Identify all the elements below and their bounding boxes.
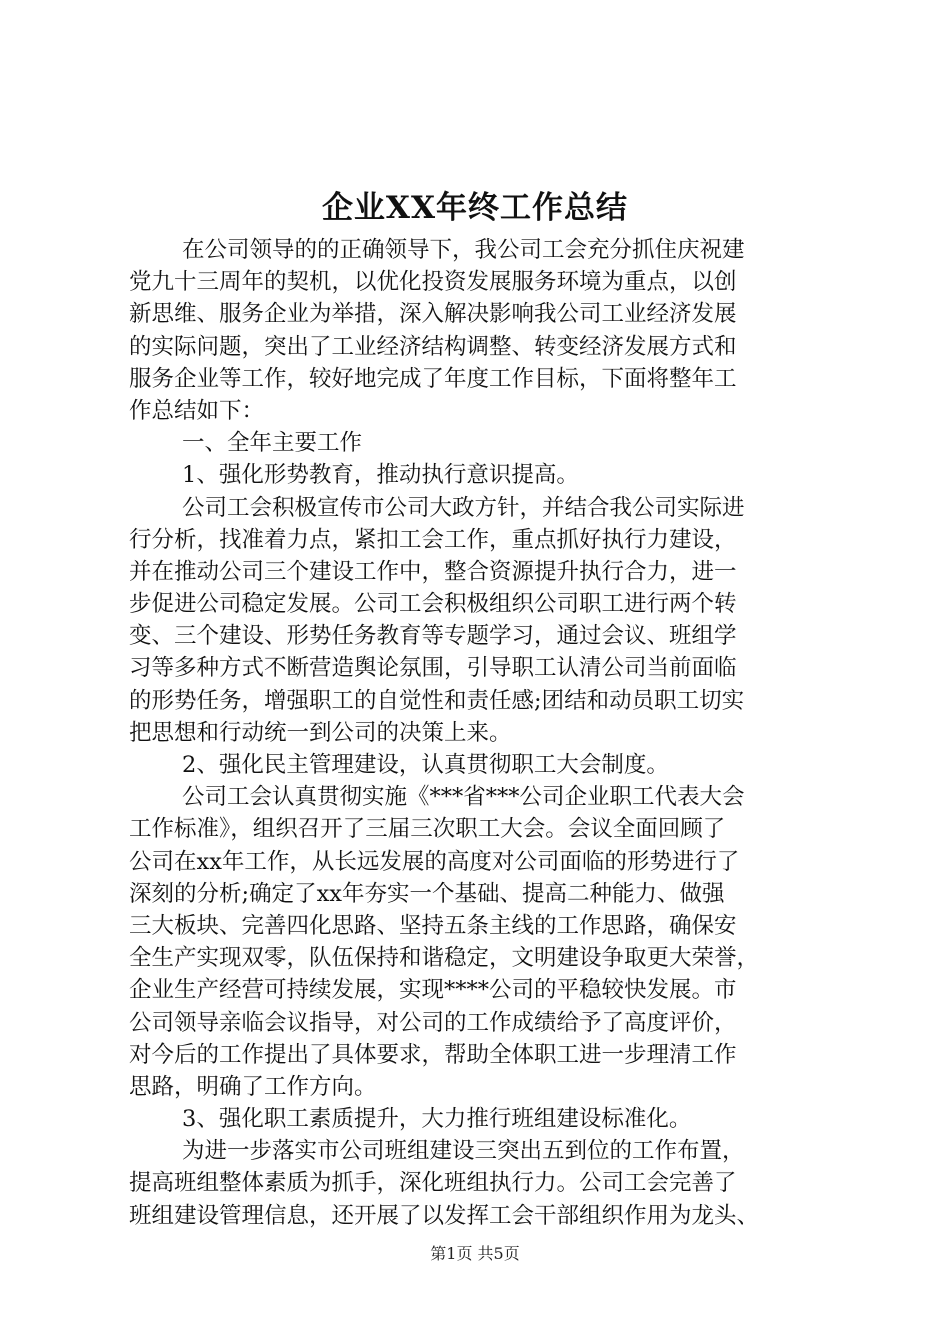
- page-footer: 第1页 共5页: [430, 1244, 520, 1263]
- body-line: 公司领导亲临会议指导，对公司的工作成绩给予了高度评价，: [129, 1009, 737, 1036]
- body-line: 作总结如下：: [129, 397, 265, 424]
- body-line: 一、全年主要工作: [182, 430, 363, 457]
- body-line: 三大板块、完善四化思路、坚持五条主线的工作思路，确保安: [129, 912, 737, 939]
- body-line: 步促进公司稳定发展。公司工会积极组织公司职工进行两个转: [129, 591, 737, 618]
- body-line: 3、强化职工素质提升，大力推行班组建设标准化。: [182, 1106, 692, 1133]
- body-line: 的形势任务，增强职工的自觉性和责任感;团结和动员职工切实: [129, 687, 745, 714]
- body-line: 公司工会积极宣传市公司大政方针，并结合我公司实际进: [182, 494, 745, 521]
- body-line: 企业生产经营可持续发展，实现****公司的平稳较快发展。市: [129, 977, 737, 1004]
- body-line: 习等多种方式不断营造舆论氛围，引导职工认清公司当前面临: [129, 655, 737, 682]
- body-line: 思路，明确了工作方向。: [129, 1073, 377, 1100]
- body-line: 并在推动公司三个建设工作中，整合资源提升执行合力，进一: [129, 558, 737, 585]
- body-line: 服务企业等工作，较好地完成了年度工作目标，下面将整年工: [129, 365, 737, 392]
- body-line: 提高班组整体素质为抓手，深化班组执行力。公司工会完善了: [129, 1170, 737, 1197]
- body-line: 在公司领导的的正确领导下，我公司工会充分抓住庆祝建: [182, 237, 745, 263]
- body-line: 2、强化民主管理建设，认真贯彻职工大会制度。: [182, 752, 669, 778]
- body-line: 新思维、服务企业为举措，深入解决影响我公司工业经济发展: [129, 301, 737, 328]
- body-line: 把思想和行动统一到公司的决策上来。: [129, 719, 512, 746]
- body-line: 对今后的工作提出了具体要求，帮助全体职工进一步理清工作: [129, 1041, 737, 1068]
- body-line: 班组建设管理信息，还开展了以发挥工会干部组织作用为龙头、: [129, 1202, 760, 1229]
- body-line: 1、强化形势教育，推动执行意识提高。: [182, 462, 579, 489]
- body-line: 深刻的分析;确定了xx年夯实一个基础、提高二种能力、做强: [129, 880, 725, 907]
- body-line: 全生产实现双零，队伍保持和谐稳定，文明建设争取更大荣誉，: [129, 945, 760, 972]
- document-title: 企业XX年终工作总结: [321, 190, 629, 226]
- body-line: 的实际问题，突出了工业经济结构调整、转变经济发展方式和: [129, 333, 737, 360]
- document-body: [129, 234, 834, 1232]
- body-line: 行分析，找准着力点，紧扣工会工作，重点抓好执行力建设，: [129, 526, 737, 553]
- body-line: 工作标准》，组织召开了三届三次职工大会。会议全面回顾了: [129, 816, 726, 843]
- body-line: 变、三个建设、形势任务教育等专题学习，通过会议、班组学: [129, 623, 737, 650]
- body-line: 公司工会认真贯彻实施《***省***公司企业职工代表大会: [182, 784, 745, 811]
- body-line: 党九十三周年的契机，以优化投资发展服务环境为重点，以创: [129, 269, 737, 296]
- body-line: 公司在xx年工作，从长远发展的高度对公司面临的形势进行了: [129, 848, 740, 875]
- body-line: 为进一步落实市公司班组建设三突出五到位的工作布置，: [182, 1138, 745, 1165]
